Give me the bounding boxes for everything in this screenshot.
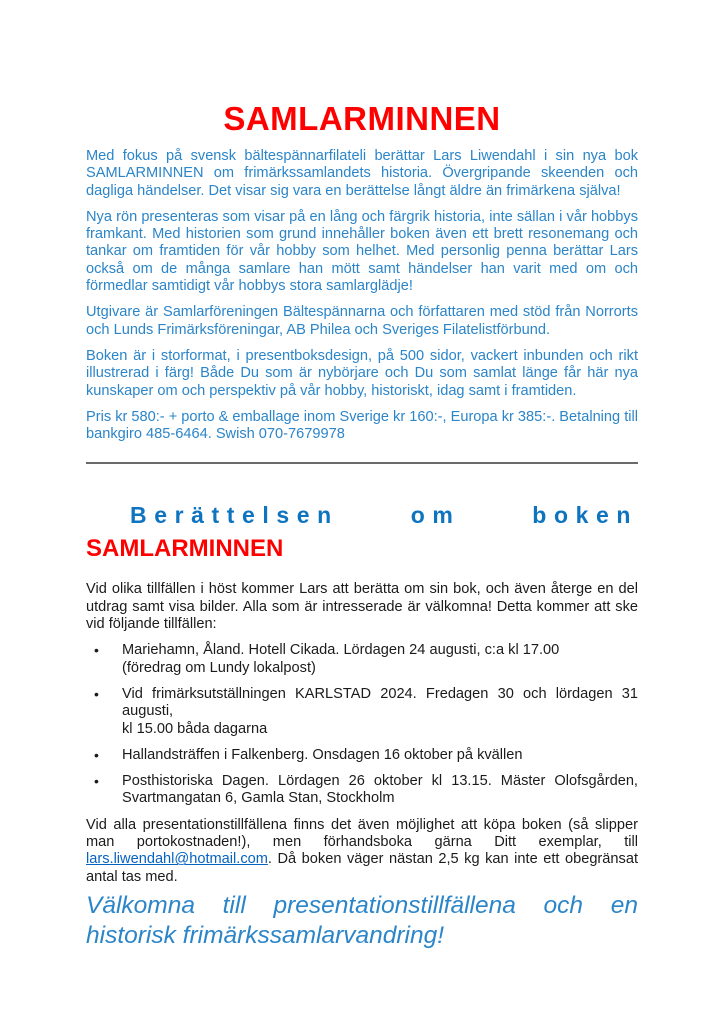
bullet-icon: • bbox=[94, 773, 99, 790]
outro-paragraph bbox=[86, 817, 638, 886]
event-line1: Posthistoriska Dagen. Lördagen 26 oktober kl 13.15. Mäster Olofsgården, Svartmangatan 6, Gamla Stan, Stockholm bbox=[122, 773, 638, 807]
events-list bbox=[86, 642, 638, 807]
divider bbox=[86, 462, 638, 464]
section-heading bbox=[86, 501, 638, 564]
outro-text-before-link: Vid alla presentationstillfällena finns det även möjlighet att köpa boken (så slipper man portokostnaden!), men förhandsboka gärna Ditt exemplar, till bbox=[86, 816, 638, 851]
intro-paragraph-3: Utgivare är Samlarföreningen Bältespännarna och författaren med stöd från Norrorts och Lunds Frimärksföreningar, AB Philea och Sveriges Filatelistförbund. bbox=[86, 304, 638, 338]
list-item bbox=[86, 773, 638, 808]
list-item bbox=[86, 642, 638, 677]
event-line2: (föredrag om Lundy lokalpost) bbox=[122, 659, 316, 676]
email-link[interactable]: lars.liwendahl@hotmail.com bbox=[86, 851, 268, 868]
intro-paragraph-4: Boken är i storformat, i presentboksdesign, på 500 sidor, vackert inbunden och rikt illustrerad i färg! Både Du som är nybörjare och Du som samlat länge får här nya kunskaper om och perspektiv på vår hobby, historiskt, idag samt i framtiden. bbox=[86, 347, 638, 399]
section-intro: Vid olika tillfällen i höst kommer Lars att berätta om sin bok, och även återge en del utdrag samt visa bilder. Alla som är intresserade är välkomna! Detta kommer att ske vid följande tillfällen: bbox=[86, 581, 638, 633]
page-title: SAMLARMINNEN bbox=[223, 100, 501, 137]
price-paragraph: Pris kr 580:- + porto & emballage inom Sverige kr 160:-, Europa kr 385:-. Betalning till bankgiro 485-6464. Swish 070-7679978 bbox=[86, 408, 638, 443]
intro-paragraph-2: Nya rön presenteras som visar på en lång och färgrik historia, inte sällan i vår hobbys framkant. Med historien som grund innehåller boken även ett brett resonemang och tankar om framtiden för vår hobby som helhet. Med personlig penna berättar Lars också om de många samlare han mött samt händelser han varit med om och förmedlar samtidigt vår hobbys stora samlarglädje! bbox=[86, 208, 638, 295]
event-line1: Vid frimärksutställningen KARLSTAD 2024. Fredagen 30 och lördagen 31 augusti, bbox=[122, 685, 638, 720]
bullet-icon: • bbox=[94, 642, 99, 659]
outro-text-after-link: . Då boken väger nästan 2,5 kg kan inte ett obegränsat antal tas med. bbox=[86, 851, 638, 885]
list-item bbox=[86, 686, 638, 738]
bullet-icon: • bbox=[94, 685, 99, 702]
event-line1: Mariehamn, Åland. Hotell Cikada. Lördagen 24 augusti, c:a kl 17.00 bbox=[122, 642, 560, 659]
event-line2: kl 15.00 båda dagarna bbox=[122, 720, 268, 737]
bullet-icon: • bbox=[94, 746, 99, 763]
closing-line1: Välkomna till presentationstillfällena och en bbox=[86, 891, 638, 919]
closing-message bbox=[86, 891, 638, 951]
event-line1: Hallandsträffen i Falkenberg. Onsdagen 16 oktober på kvällen bbox=[122, 746, 523, 763]
section-heading-line1: Berättelsen om boken bbox=[130, 502, 638, 529]
intro-paragraph-1: Med fokus på svensk bältespännarfilateli berättar Lars Liwendahl i sin nya bok SAMLARMINNEN om frimärkssamlandets historia. Övergripande skeenden och dagliga händelser. Det visar sig vara en berättelse långt äldre än frimärkena själva! bbox=[86, 148, 638, 199]
section-heading-line2: SAMLARMINNEN bbox=[86, 535, 284, 563]
closing-line2: historisk frimärkssamlarvandring! bbox=[86, 921, 445, 949]
list-item bbox=[86, 747, 638, 764]
